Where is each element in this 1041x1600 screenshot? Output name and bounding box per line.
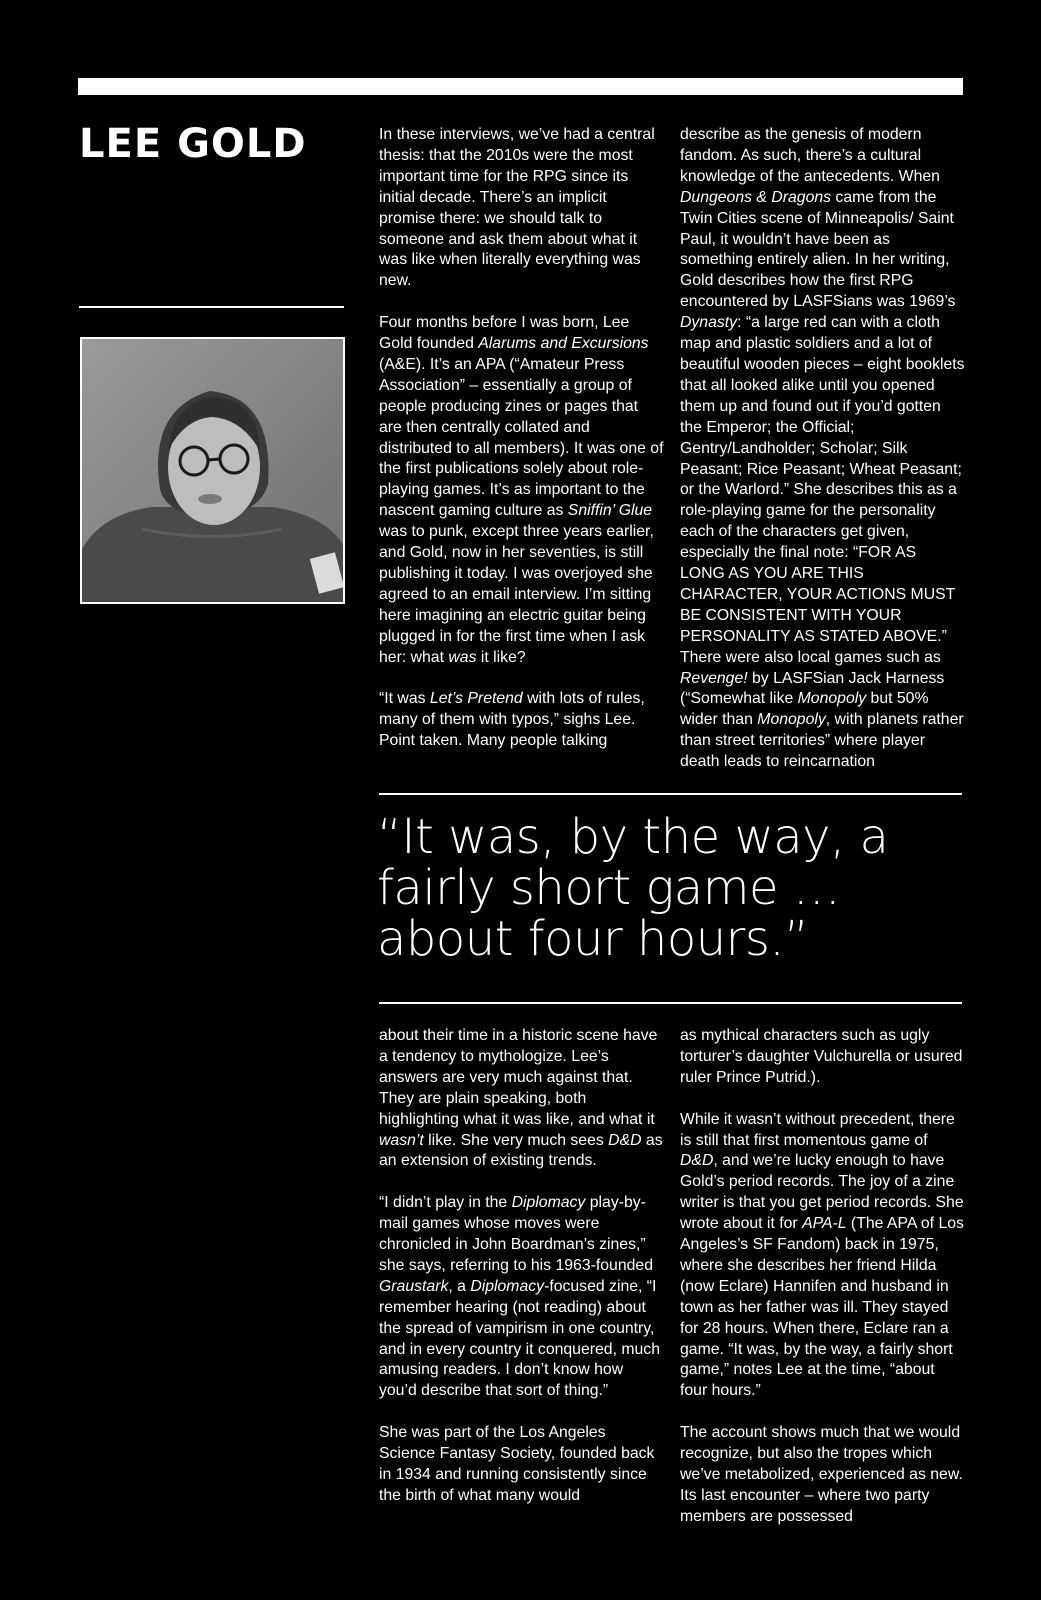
text-column-1 [379, 125, 664, 752]
text-run: (The APA of Los Angeles’s SF Fandom) back in 1975, where she describes her friend Hilda (now Eclare) Hannifen and husband in town as her father was ill. They stayed for 28 hours. When there, Eclare ran a game. “It was, by the way, a fairly short game,” notes Lee at the time, “about four hours.” [680, 1215, 964, 1400]
italic-text: Monopoly [757, 711, 826, 729]
text-run: , and we’re lucky enough to have Gold’s period records. The joy of a zine writer is that you get period records. She wrote about it for [680, 1152, 964, 1233]
paragraph: In these interviews, we’ve had a central thesis: that the 2010s were the most important time for the RPG since its initial decade. There’s an implicit promise there: we should talk to someone and ask them about what it was like when literally everything was new. [379, 126, 655, 290]
paragraph [680, 125, 965, 773]
paragraph: The account shows much that we would recognize, but also the tropes which we’ve metabolized, experienced as new. Its last encounter – where two party members are possessed [680, 1424, 963, 1525]
text-run: While it wasn’t without precedent, there is still that first momentous game of [680, 1110, 955, 1149]
italic-text: APA-L [802, 1215, 847, 1233]
paragraph [680, 1110, 965, 1403]
text-run: “It was [379, 690, 430, 708]
text-run: it like? [476, 648, 526, 666]
text-run: -focused zine, “I remember hearing (not reading) about the spread of vampirism in one country, and in every country it conquered, much amusing readers. I don’t know how you’d describe that sort of thing.” [379, 1277, 660, 1400]
text-run: (A&E). It’s an APA (“Amateur Press Association” – essentially a group of people producing zines or pages that are then centrally collated and distributed to all members). It was one of the first publications solely about role-playing games. It’s as important to the nascent gaming culture as [379, 355, 664, 520]
italic-text: was [448, 648, 477, 666]
pull-quote-bottom-rule [379, 1002, 962, 1004]
text-run: Four months before I was born, Lee Gold founded [379, 314, 630, 353]
text-run: describe as the genesis of modern fandom. As such, there’s a cultural knowledge of the antecedents. When [680, 126, 940, 185]
italic-text: Revenge! [680, 669, 748, 687]
text-run: , a [448, 1277, 471, 1295]
text-run: , with planets rather than street territories” where player death leads to reincarnation [680, 711, 964, 771]
text-column-3 [379, 1026, 664, 1507]
text-run: “I didn’t play in the [379, 1194, 512, 1212]
header-bar [78, 78, 963, 95]
paragraph: as mythical characters such as ugly torturer’s daughter Vulchurella or usured ruler Prince Putrid.). [680, 1027, 963, 1086]
text-run: play-by-mail games whose moves were chronicled in John Boardman’s zines,” she says, referring to his 1963-founded [379, 1194, 653, 1274]
italic-text: Monopoly [797, 690, 867, 708]
italic-text: D&D [608, 1131, 642, 1149]
text-column-4 [680, 1026, 965, 1528]
paragraph: She was part of the Los Angeles Science Fantasy Society, founded back in 1934 and running consistently since the birth of what many would [379, 1424, 655, 1504]
italic-text: Dynasty [680, 314, 738, 332]
italic-text: D&D [680, 1152, 714, 1170]
paragraph [379, 313, 664, 668]
pull-quote: “It was, by the way, a fairly short game … about four hours.” [377, 809, 889, 967]
text-run: about their time in a historic scene have a tendency to mythologize. Lee’s answers are very much against that. They are plain speaking, both highlighting what it was like, and what it [379, 1027, 658, 1128]
italic-text: Graustark [379, 1277, 449, 1295]
text-run: : “a large red can with a cloth map and plastic soldiers and a lot of beautiful wooden pieces – eight booklets that all looked alike until you opened them up and found out if you’d gotten the Emperor; the Official; Gentry/Landholder; Scholar; Silk Peasant; Rice Peasant; Wheat Peasant; or the Warlord.” She describes this as a role-playing game for the personality each of the characters get given, especially the final note: “FOR AS LONG AS YOU ARE THIS CHARACTER, YOUR ACTIONS MUST BE CONSISTENT WITH YOUR PERSONALITY AS STATED ABOVE.” There were also local games such as [680, 314, 965, 666]
text-run: like. She very much sees [423, 1131, 609, 1149]
article-title: LEE GOLD [79, 121, 307, 167]
italic-text: Alarums and Excursions [478, 335, 649, 353]
text-run: but 50% wider than [680, 690, 929, 729]
text-run: by LASFSian Jack Harness (“Somewhat like [680, 669, 945, 708]
paragraph [379, 1026, 664, 1172]
italic-text: wasn’t [379, 1131, 424, 1149]
text-run: as an extension of existing trends. [379, 1131, 663, 1170]
text-run: was to punk, except three years earlier, and Gold, now in her seventies, is still publishing it today. I was overjoyed she agreed to an email interview. I’m sitting here imagining an electric guitar being plugged in for the first time when I ask her: what [379, 523, 654, 666]
italic-text: Sniffin’ Glue [567, 502, 653, 520]
italic-text: Diplomacy [511, 1194, 586, 1212]
italic-text: Let’s Pretend [429, 690, 523, 708]
text-column-2 [680, 125, 965, 773]
portrait-photo [80, 337, 345, 604]
text-run: came from the Twin Cities scene of Minneapolis/ Saint Paul, it wouldn’t have been as something entirely alien. In her writing, Gold describes how the first RPG encountered by LASFSians was 1969’s [680, 188, 956, 311]
paragraph [379, 689, 664, 752]
text-run: with lots of rules, many of them with typos,” sighs Lee. Point taken. Many people talking [379, 690, 645, 750]
pull-quote-top-rule [379, 793, 962, 795]
sidebar-divider [79, 306, 344, 308]
italic-text: Dungeons & Dragons [680, 188, 832, 206]
paragraph [379, 1193, 664, 1402]
italic-text: Diplomacy [470, 1277, 545, 1295]
